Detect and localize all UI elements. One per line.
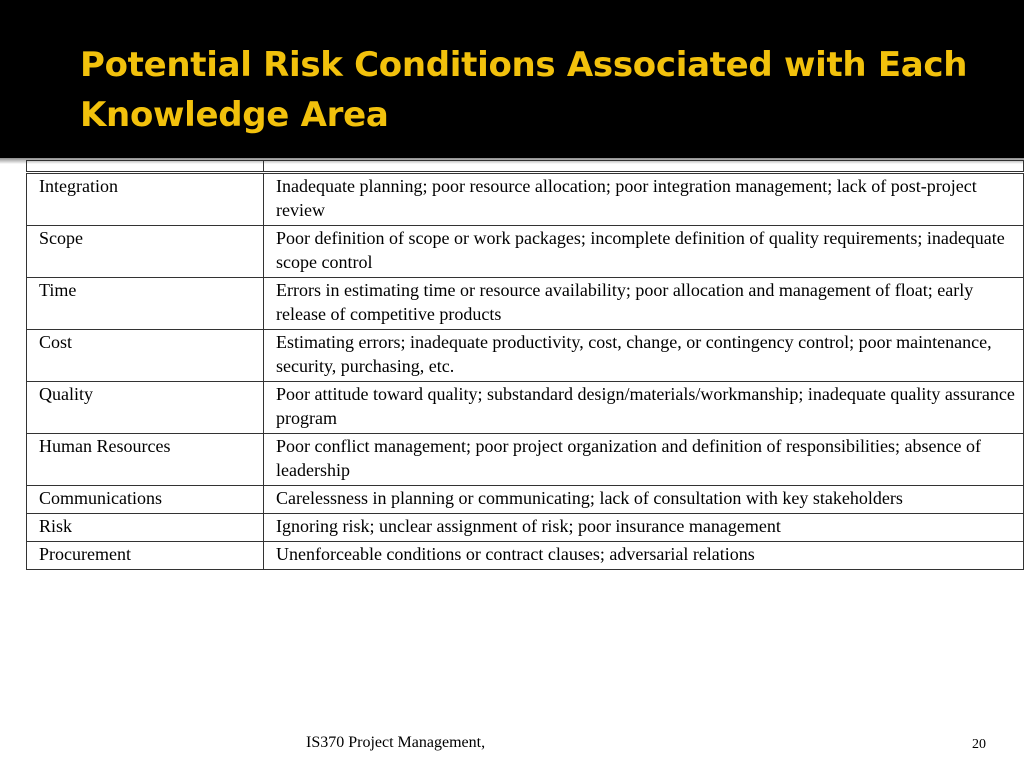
- risk-conditions-cell: Ignoring risk; unclear assignment of risk; poor insurance management: [264, 514, 1024, 542]
- knowledge-area-cell: Human Resources: [27, 434, 264, 486]
- table-row: [27, 382, 1024, 434]
- knowledge-area-cell: Integration: [27, 173, 264, 226]
- risk-conditions-cell: Carelessness in planning or communicating; lack of consultation with key stakeholders: [264, 486, 1024, 514]
- knowledge-area-cell: Cost: [27, 330, 264, 382]
- table-row: [27, 486, 1024, 514]
- risk-conditions-cell: Unenforceable conditions or contract clauses; adversarial relations: [264, 542, 1024, 570]
- table-row: [27, 514, 1024, 542]
- page-number: 20: [972, 737, 986, 752]
- risk-conditions-cell: Poor attitude toward quality; substandard design/materials/workmanship; inadequate quality assurance program: [264, 382, 1024, 434]
- title-line-1: Potential Risk Conditions Associated with Each: [80, 45, 968, 85]
- table-row: [27, 173, 1024, 226]
- title-line-2: Knowledge Area: [80, 95, 389, 135]
- knowledge-area-cell: Scope: [27, 226, 264, 278]
- knowledge-area-cell: Quality: [27, 382, 264, 434]
- table-row: [27, 226, 1024, 278]
- knowledge-area-cell: Risk: [27, 514, 264, 542]
- risk-conditions-cell: Estimating errors; inadequate productivity, cost, change, or contingency control; poor maintenance, security, purchasing, etc.: [264, 330, 1024, 382]
- table-row: [27, 278, 1024, 330]
- slide-title: [80, 40, 1010, 140]
- table-row: [27, 542, 1024, 570]
- risk-conditions-cell: Inadequate planning; poor resource allocation; poor integration management; lack of post-project review: [264, 173, 1024, 226]
- risk-conditions-cell: Errors in estimating time or resource availability; poor allocation and management of float; early release of competitive products: [264, 278, 1024, 330]
- title-band: [0, 0, 1024, 158]
- risk-conditions-cell: Poor conflict management; poor project organization and definition of responsibilities; absence of leadership: [264, 434, 1024, 486]
- table-header-remnant: [27, 161, 1024, 173]
- knowledge-area-cell: Procurement: [27, 542, 264, 570]
- knowledge-area-cell: Time: [27, 278, 264, 330]
- knowledge-area-cell: Communications: [27, 486, 264, 514]
- table-row: [27, 330, 1024, 382]
- risk-conditions-table: [26, 160, 1024, 570]
- footer-course: IS370 Project Management,: [306, 734, 486, 751]
- risk-conditions-cell: Poor definition of scope or work packages; incomplete definition of quality requirements; inadequate scope control: [264, 226, 1024, 278]
- table-row: [27, 434, 1024, 486]
